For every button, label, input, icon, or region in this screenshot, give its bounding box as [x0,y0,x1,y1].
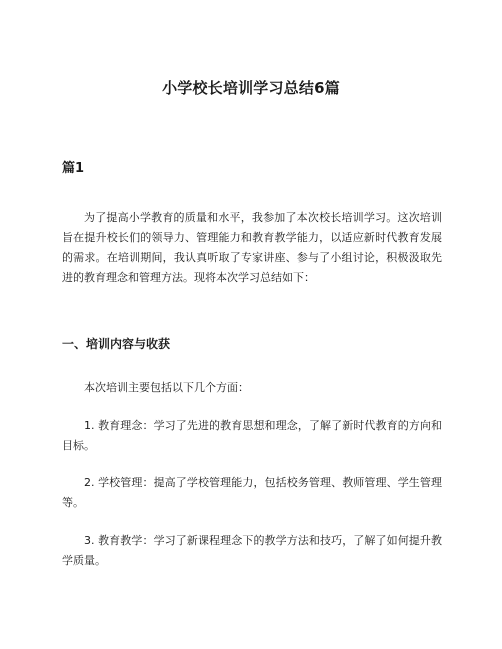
subsection-heading: 一、培训内容与收获 [62,337,171,351]
list-item: 2. 学校管理：提高了学校管理能力，包括校务管理、教师管理、学生管理等。 [62,476,442,509]
lead-paragraph: 本次培训主要包括以下几个方面： [84,381,249,394]
section-heading: 篇1 [62,161,85,176]
intro-paragraph: 为了提高小学教育的质量和水平，我参加了本次校长培训学习。这次培训旨在提升校长们的领导力、管理能力和教育教学能力，以适应新时代教育发展的需求。在培训期间，我认真听取了专家讲座、参与了小组讨论，积极汲取先进的教育理念和管理方法。现将本次学习总结如下： [62,211,442,284]
list-item: 1. 教育理念：学习了先进的教育思想和理念，了解了新时代教育的方向和目标。 [62,419,442,452]
document-title: 小学校长培训学习总结6篇 [162,79,340,97]
list-item: 3. 教育教学：学习了新课程理念下的教学方法和技巧，了解了如何提升教学质量。 [62,534,442,567]
